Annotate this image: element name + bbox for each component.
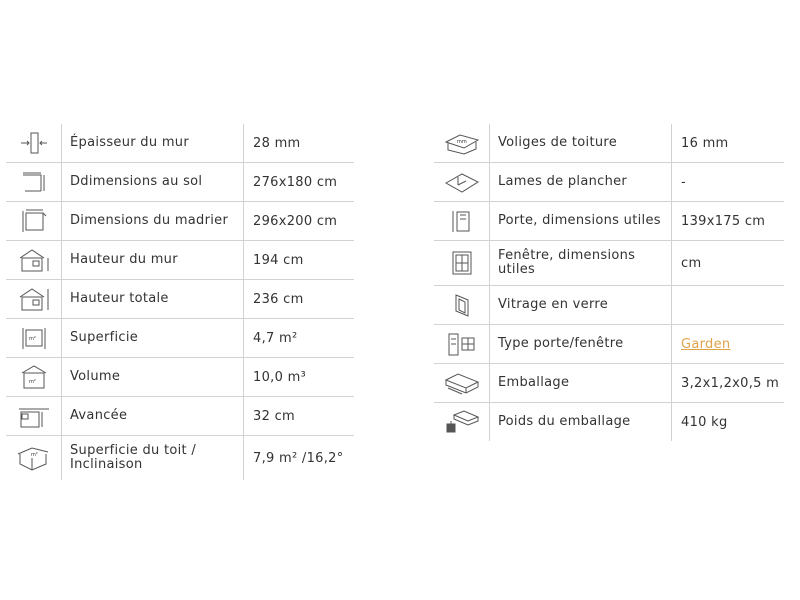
package-weight-icon	[434, 403, 490, 441]
spec-value: 28 mm	[253, 135, 301, 151]
svg-text:m²: m²	[30, 452, 38, 458]
spec-row	[6, 124, 354, 163]
roof-area-icon	[6, 436, 62, 480]
wall-thickness-icon	[6, 124, 62, 162]
spec-row	[434, 163, 784, 202]
spec-label: Hauteur du mur	[62, 241, 244, 279]
spec-row	[6, 436, 354, 480]
spec-label: Poids du emballage	[490, 403, 672, 441]
spec-label: Dimensions du madrier	[62, 202, 244, 240]
spec-label: Emballage	[490, 364, 672, 402]
spec-value: 410 kg	[681, 414, 728, 430]
roof-boards-icon	[434, 124, 490, 162]
spec-value	[672, 325, 784, 363]
spec-row	[434, 325, 784, 364]
packaging-icon	[434, 364, 490, 402]
spec-row	[6, 202, 354, 241]
total-height-icon	[6, 280, 62, 318]
spec-row	[434, 364, 784, 403]
spec-value: 296x200 cm	[253, 213, 338, 229]
door-dimensions-icon	[434, 202, 490, 240]
spec-label: Type porte/fenêtre	[490, 325, 672, 363]
spec-label: Superficie du toit / Inclinaison	[62, 436, 244, 480]
spec-row	[6, 319, 354, 358]
spec-label: Superficie	[62, 319, 244, 357]
spec-value: 16 mm	[681, 135, 729, 151]
floor-area-icon	[6, 319, 62, 357]
spec-row	[6, 241, 354, 280]
spec-value: 7,9 m² /16,2°	[253, 450, 344, 466]
spec-row	[434, 286, 784, 325]
spec-value: 32 cm	[253, 408, 295, 424]
spec-value: cm	[681, 255, 702, 271]
spec-label: Hauteur totale	[62, 280, 244, 318]
spec-label: Volume	[62, 358, 244, 396]
floor-dimensions-icon	[6, 163, 62, 201]
volume-icon	[6, 358, 62, 396]
window-dimensions-icon	[434, 241, 490, 285]
left-spec-table	[6, 124, 354, 480]
spec-value: -	[681, 174, 686, 190]
log-dimensions-icon	[6, 202, 62, 240]
spec-value: 10,0 m³	[253, 369, 307, 385]
spec-row	[6, 280, 354, 319]
spec-label: Épaisseur du mur	[62, 124, 244, 162]
spec-row	[6, 163, 354, 202]
spec-value: 236 cm	[253, 291, 304, 307]
spec-label: Porte, dimensions utiles	[490, 202, 672, 240]
spec-row	[434, 124, 784, 163]
spec-label: Voliges de toiture	[490, 124, 672, 162]
spec-row	[6, 358, 354, 397]
right-spec-table	[434, 124, 784, 441]
spec-label: Fenêtre, dimensions utiles	[490, 241, 672, 285]
spec-label: Lames de plancher	[490, 163, 672, 201]
overhang-icon	[6, 397, 62, 435]
spec-row	[434, 241, 784, 286]
spec-value: 3,2x1,2x0,5 m	[681, 375, 780, 391]
spec-value	[672, 286, 784, 324]
svg-text:mm: mm	[456, 139, 467, 145]
spec-value: 276x180 cm	[253, 174, 338, 190]
svg-text:m²: m²	[28, 379, 36, 385]
garden-link[interactable]: Garden	[681, 336, 731, 352]
spec-row	[6, 397, 354, 436]
spec-row	[434, 403, 784, 441]
svg-text:m²: m²	[28, 336, 36, 342]
spec-label: Ddimensions au sol	[62, 163, 244, 201]
spec-value: 4,7 m²	[253, 330, 298, 346]
spec-row	[434, 202, 784, 241]
spec-label: Avancée	[62, 397, 244, 435]
spec-label: Vitrage en verre	[490, 286, 672, 324]
door-window-type-icon	[434, 325, 490, 363]
floor-boards-icon	[434, 163, 490, 201]
spec-value: 139x175 cm	[681, 213, 766, 229]
wall-height-icon	[6, 241, 62, 279]
spec-value: 194 cm	[253, 252, 304, 268]
glass-glazing-icon	[434, 286, 490, 324]
